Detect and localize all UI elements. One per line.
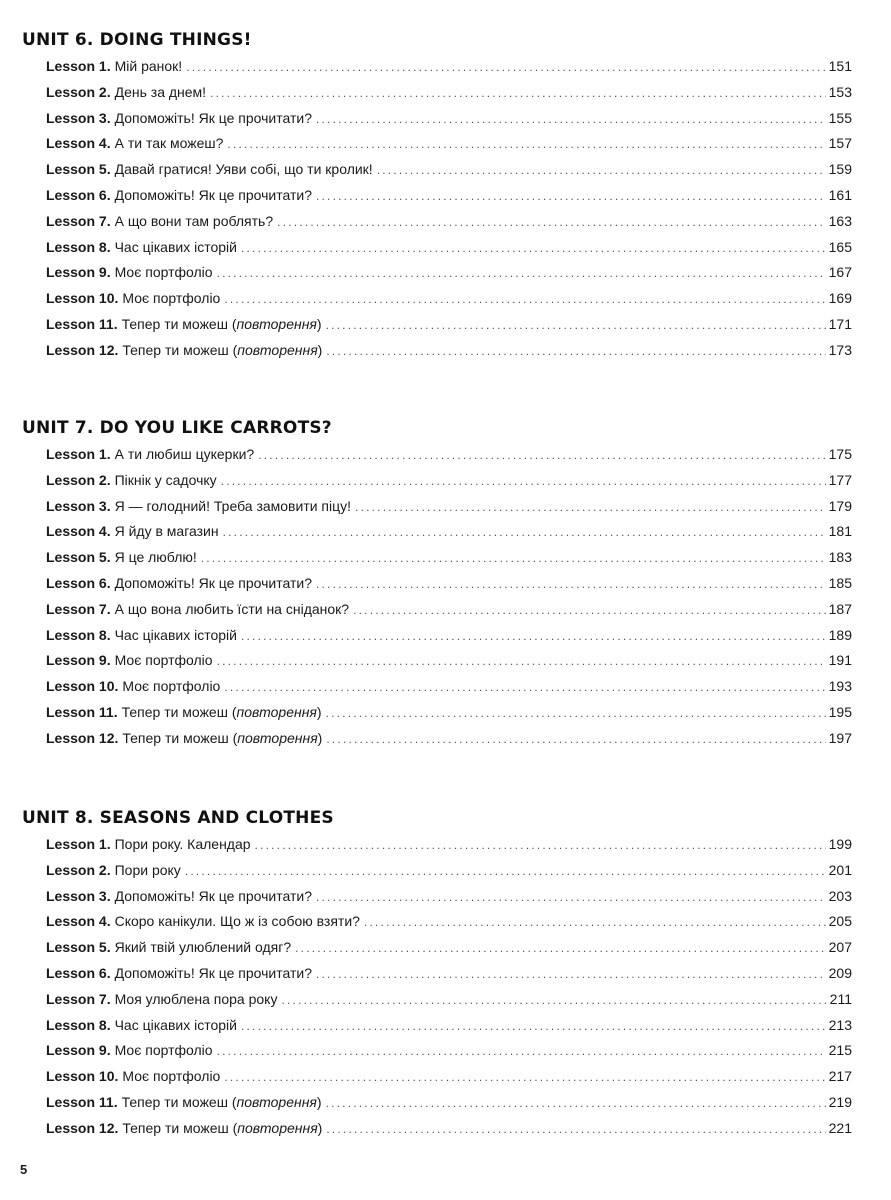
lesson-title-text: Тепер ти можеш ( (121, 316, 237, 332)
dot-leader (186, 56, 826, 78)
lesson-title (115, 520, 219, 542)
lesson-number: Lesson 5. (46, 939, 111, 956)
lesson-number: Lesson 2. (46, 83, 111, 100)
lesson-title-italic: повторення (236, 704, 317, 720)
dot-leader (326, 1118, 826, 1140)
toc-entry[interactable] (46, 1065, 852, 1087)
toc-entry[interactable] (46, 885, 852, 907)
lesson-title-text: Моє портфоліо (114, 652, 213, 669)
lesson-title-close: ) (317, 341, 323, 358)
lesson-number: Lesson 10. (46, 290, 119, 307)
dot-leader (364, 911, 826, 933)
dot-leader (326, 314, 826, 336)
lesson-title-italic: повторення (237, 341, 318, 358)
dot-leader (258, 444, 826, 466)
toc-entry[interactable] (46, 339, 852, 361)
toc-entry[interactable] (46, 727, 852, 749)
lesson-title-text: Допоможіть! Як це прочитати? (114, 575, 312, 591)
lesson-number: Lesson 3. (46, 497, 111, 514)
page-reference: 159 (828, 161, 852, 178)
dot-leader (281, 989, 826, 1011)
lesson-title (122, 1091, 322, 1113)
lesson-title-text: А ти так можеш? (114, 135, 224, 152)
dot-leader (224, 676, 826, 698)
toc-entry[interactable] (46, 81, 852, 103)
toc-entry[interactable] (46, 1117, 852, 1139)
lesson-title (122, 339, 322, 361)
page-reference: 197 (828, 729, 852, 746)
lesson-title (115, 988, 278, 1010)
page-reference: 183 (828, 549, 852, 566)
lesson-number: Lesson 4. (46, 913, 111, 930)
lesson-title-text: Моя улюблена пора року (114, 990, 278, 1007)
page-reference: 155 (828, 109, 852, 126)
lesson-title (115, 261, 213, 283)
page-reference: 163 (828, 212, 852, 229)
page-reference: 165 (828, 238, 852, 255)
toc-entry[interactable] (46, 910, 852, 932)
lesson-title (115, 132, 224, 154)
page-reference: 195 (828, 704, 852, 720)
page-reference: 175 (828, 446, 852, 462)
lesson-title (115, 910, 360, 932)
lesson-title (122, 1117, 322, 1139)
toc-entry[interactable] (46, 261, 852, 283)
lesson-title (115, 210, 274, 232)
toc-entry[interactable] (46, 859, 852, 881)
unit-title: UNIT 7. DO YOU LIKE CARROTS? (22, 418, 332, 438)
unit-title: UNIT 8. SEASONS AND CLOTHES (22, 808, 334, 828)
lesson-title-text: Час цікавих історій (114, 626, 237, 643)
lesson-number: Lesson 3. (46, 887, 111, 904)
dot-leader (326, 340, 826, 362)
dot-leader (316, 963, 826, 985)
lesson-number: Lesson 7. (46, 212, 111, 229)
dot-leader (241, 237, 826, 259)
dot-leader (217, 262, 826, 284)
lesson-title (115, 469, 217, 491)
lesson-title (122, 727, 322, 749)
page-reference: 215 (828, 1042, 852, 1059)
lesson-title (115, 158, 373, 180)
toc-entry[interactable] (46, 158, 852, 180)
toc-entry[interactable] (46, 184, 852, 206)
page-reference: 209 (828, 965, 852, 981)
lesson-title (122, 701, 322, 723)
page-reference: 167 (828, 264, 852, 281)
lesson-number: Lesson 4. (46, 135, 111, 152)
lesson-title (115, 624, 237, 646)
lesson-number: Lesson 6. (46, 965, 111, 981)
lesson-title-text: Мій ранок! (114, 58, 183, 74)
lesson-number: Lesson 9. (46, 1042, 111, 1059)
lesson-title-text: Тепер ти можеш ( (122, 1119, 238, 1136)
page-reference: 193 (828, 678, 852, 695)
lesson-title (115, 572, 312, 594)
toc-entry[interactable] (46, 495, 852, 517)
lesson-number: Lesson 5. (46, 549, 111, 566)
lesson-number: Lesson 1. (46, 446, 111, 462)
toc-entry[interactable] (46, 107, 852, 129)
dot-leader (224, 288, 826, 310)
dot-leader (326, 1092, 826, 1114)
page-reference: 181 (828, 523, 852, 540)
lesson-number: Lesson 8. (46, 626, 111, 643)
dot-leader (241, 625, 826, 647)
lesson-number: Lesson 8. (46, 238, 111, 255)
dot-leader (316, 185, 826, 207)
lesson-number: Lesson 12. (46, 729, 119, 746)
page-reference: 171 (828, 316, 852, 332)
toc-entry[interactable] (46, 132, 852, 154)
page-reference: 151 (828, 58, 852, 74)
page-reference: 199 (828, 836, 852, 852)
page-reference: 221 (828, 1119, 852, 1136)
lesson-title-text: Тепер ти можеш ( (122, 729, 238, 746)
lesson-number: Lesson 1. (46, 58, 111, 74)
dot-leader (224, 1066, 826, 1088)
lesson-title-close: ) (316, 316, 322, 332)
lesson-title-text: А ти любиш цукерки? (114, 446, 255, 462)
toc-entry[interactable] (46, 236, 852, 258)
lesson-number: Lesson 9. (46, 652, 111, 669)
page-reference: 153 (828, 83, 852, 100)
page-reference: 173 (828, 341, 852, 358)
page-reference: 201 (828, 861, 852, 878)
lesson-title (115, 495, 351, 517)
lesson-title-close: ) (316, 704, 322, 720)
lesson-title-text: Допоможіть! Як це прочитати? (114, 965, 312, 981)
dot-leader (223, 521, 826, 543)
lesson-title (122, 287, 220, 309)
lesson-number: Lesson 12. (46, 341, 119, 358)
dot-leader (241, 1015, 826, 1037)
page-reference: 187 (828, 600, 852, 617)
toc-entry[interactable] (46, 443, 852, 465)
lesson-number: Lesson 11. (46, 704, 118, 720)
lesson-title (115, 81, 206, 103)
dot-leader (316, 108, 826, 130)
lesson-title-text: А що вона любить їсти на сніданок? (114, 600, 350, 617)
lesson-title-text: Я — голодний! Треба замовити піцу! (114, 497, 352, 514)
page-reference: 203 (828, 887, 852, 904)
page-reference: 219 (828, 1094, 852, 1110)
page-reference: 157 (828, 135, 852, 152)
toc-entry[interactable] (46, 675, 852, 697)
dot-leader (316, 886, 826, 908)
page-reference: 211 (829, 990, 852, 1007)
toc-entry[interactable] (46, 1039, 852, 1061)
lesson-title-text: Моє портфоліо (114, 1042, 213, 1059)
lesson-title (115, 833, 251, 855)
toc-entry[interactable] (46, 313, 852, 335)
dot-leader (255, 834, 826, 856)
lesson-title-text: Моє портфоліо (114, 264, 213, 281)
page-reference: 161 (828, 187, 852, 203)
lesson-title-text: Час цікавих історій (114, 238, 237, 255)
toc-entry[interactable] (46, 624, 852, 646)
toc-entry[interactable] (46, 649, 852, 671)
lesson-title-text: Пори року. Календар (114, 836, 251, 852)
page-number: 5 (20, 1162, 28, 1177)
lesson-title-text: Допоможіть! Як це прочитати? (114, 187, 312, 203)
dot-leader (210, 82, 826, 104)
lesson-title-text: Пікнік у садочку (114, 471, 217, 488)
lesson-title-text: Допоможіть! Як це прочитати? (114, 887, 312, 904)
lesson-title-italic: повторення (236, 316, 317, 332)
page-reference: 177 (828, 471, 852, 488)
lesson-title-text: Тепер ти можеш ( (121, 704, 237, 720)
lesson-number: Lesson 2. (46, 471, 111, 488)
lesson-number: Lesson 4. (46, 523, 111, 540)
lesson-number: Lesson 6. (46, 575, 111, 591)
unit-title: UNIT 6. DOING THINGS! (22, 30, 252, 50)
dot-leader (185, 860, 826, 882)
dot-leader (277, 211, 826, 233)
lesson-title (115, 184, 312, 206)
lesson-title-text: Який твій улюблений одяг? (114, 939, 292, 956)
dot-leader (353, 599, 826, 621)
lesson-title-text: Час цікавих історій (114, 1016, 237, 1033)
lesson-title (115, 936, 292, 958)
dot-leader (326, 702, 826, 724)
lesson-title-text: Моє портфоліо (122, 678, 221, 695)
lesson-number: Lesson 9. (46, 264, 111, 281)
lesson-number: Lesson 1. (46, 836, 111, 852)
page-reference: 205 (828, 913, 852, 930)
lesson-title-text: Пори року (114, 861, 181, 878)
lesson-title (115, 962, 312, 984)
page-reference: 185 (828, 575, 852, 591)
lesson-number: Lesson 2. (46, 861, 111, 878)
lesson-title-text: Моє портфоліо (122, 290, 221, 307)
lesson-number: Lesson 10. (46, 1068, 119, 1085)
lesson-title-text: Я йду в магазин (114, 523, 219, 540)
lesson-title (115, 859, 181, 881)
toc-entry[interactable] (46, 287, 852, 309)
dot-leader (221, 470, 826, 492)
toc-entry[interactable] (46, 1091, 852, 1113)
page-reference: 169 (828, 290, 852, 307)
page-reference: 213 (828, 1016, 852, 1033)
lesson-title (115, 55, 183, 77)
lesson-title-italic: повторення (237, 1119, 318, 1136)
lesson-title (122, 313, 322, 335)
page-reference: 217 (828, 1068, 852, 1085)
lesson-title-text: Я це люблю! (114, 549, 197, 566)
lesson-number: Lesson 3. (46, 109, 111, 126)
lesson-number: Lesson 7. (46, 600, 111, 617)
lesson-number: Lesson 5. (46, 161, 111, 178)
lesson-title-text: Допоможіть! Як це прочитати? (114, 109, 312, 126)
lesson-title (115, 649, 213, 671)
dot-leader (355, 496, 826, 518)
toc-entry[interactable] (46, 55, 852, 77)
lesson-title (115, 1039, 213, 1061)
lesson-title-text: Давай гратися! Уяви собі, що ти кролик! (114, 161, 373, 178)
toc-entry[interactable] (46, 572, 852, 594)
page-reference: 189 (828, 626, 852, 643)
dot-leader (227, 133, 826, 155)
dot-leader (326, 728, 826, 750)
lesson-title (122, 1065, 220, 1087)
dot-leader (217, 650, 826, 672)
lesson-title-text: Тепер ти можеш ( (122, 341, 238, 358)
page-reference: 207 (828, 939, 852, 956)
lesson-title-italic: повторення (237, 729, 318, 746)
lesson-title (115, 598, 350, 620)
lesson-title-text: Тепер ти можеш ( (121, 1094, 237, 1110)
dot-leader (377, 159, 826, 181)
lesson-title-close: ) (317, 1119, 323, 1136)
toc-entry[interactable] (46, 469, 852, 491)
lesson-title-close: ) (316, 1094, 322, 1110)
lesson-title (115, 443, 255, 465)
lesson-number: Lesson 7. (46, 990, 111, 1007)
toc-entry[interactable] (46, 1014, 852, 1036)
lesson-title-text: Скоро канікули. Що ж із собою взяти? (114, 913, 360, 930)
toc-entry[interactable] (46, 833, 852, 855)
lesson-title-text: А що вони там роблять? (114, 212, 274, 229)
lesson-number: Lesson 11. (46, 316, 118, 332)
lesson-title-italic: повторення (236, 1094, 317, 1110)
toc-entry[interactable] (46, 520, 852, 542)
lesson-title (115, 1014, 237, 1036)
page-reference: 179 (828, 497, 852, 514)
lesson-number: Lesson 10. (46, 678, 119, 695)
dot-leader (201, 547, 826, 569)
dot-leader (316, 573, 826, 595)
lesson-title (115, 546, 197, 568)
lesson-title (115, 885, 312, 907)
lesson-title (122, 675, 220, 697)
lesson-title-text: Моє портфоліо (122, 1068, 221, 1085)
dot-leader (217, 1040, 826, 1062)
dot-leader (295, 937, 826, 959)
toc-entry[interactable] (46, 210, 852, 232)
toc-entry[interactable] (46, 598, 852, 620)
toc-entry[interactable] (46, 962, 852, 984)
toc-entry[interactable] (46, 988, 852, 1010)
lesson-title-close: ) (317, 729, 323, 746)
lesson-number: Lesson 6. (46, 187, 111, 203)
lesson-number: Lesson 11. (46, 1094, 118, 1110)
toc-entry[interactable] (46, 546, 852, 568)
lesson-title (115, 236, 237, 258)
lesson-title (115, 107, 312, 129)
lesson-title-text: День за днем! (114, 83, 207, 100)
page-reference: 191 (828, 652, 852, 669)
lesson-number: Lesson 8. (46, 1016, 111, 1033)
toc-entry[interactable] (46, 936, 852, 958)
lesson-number: Lesson 12. (46, 1119, 119, 1136)
toc-entry[interactable] (46, 701, 852, 723)
